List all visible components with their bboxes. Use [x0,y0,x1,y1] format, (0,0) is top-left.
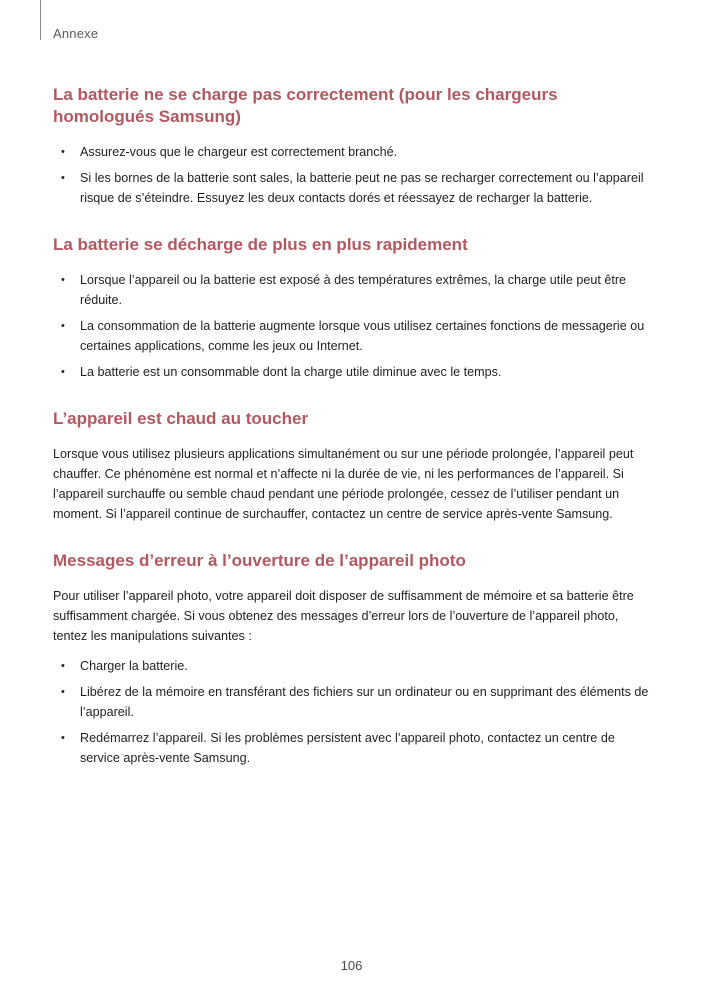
list-item [53,316,653,356]
section-battery-not-charging [53,84,653,208]
bullet-icon: • [61,320,65,332]
bullet-icon: • [61,146,65,158]
page-content [53,84,653,774]
list-item-text: Lorsque l’appareil ou la batterie est exposé à des températures extrêmes, la charge utile peut être réduite. [80,273,627,307]
section-paragraph: Lorsque vous utilisez plusieurs applications simultanément ou sur une période prolongée, l’appareil peut chauffer. Ce phénomène est normal et n’affecte ni la durée de vie, ni les performances de l’appareil. Si l’appareil surchauffe ou semble chaud pendant une période prolongée, cessez de l’utiliser pendant un moment. Si l’appareil continue de surchauffer, contactez un centre de service après-vente Samsung. [53,447,634,521]
chapter-label: Annexe [53,26,99,41]
section-paragraph: Pour utiliser l’appareil photo, votre appareil doit disposer de suffisamment de mémoire et sa batterie être suffisamment chargée. Si vous obtenez des messages d’erreur lors de l’ouverture de l’appareil photo, tentez les manipulations suivantes : [53,589,634,643]
list-item-text: Si les bornes de la batterie sont sales, la batterie peut ne pas se recharger correctement ou l’appareil risque de s’éteindre. Essuyez les deux contacts dorés et réessayez de recharger la batterie. [80,171,644,205]
list-item-text: Libérez de la mémoire en transférant des fichiers sur un ordinateur ou en supprimant des éléments de l’appareil. [80,685,649,719]
header-divider-line [40,0,41,40]
list-item [53,682,653,722]
list-item-text: Charger la batterie. [80,659,188,673]
list-item-text: Assurez-vous que le chargeur est correctement branché. [80,145,398,159]
bullet-icon: • [61,686,65,698]
bullet-list [53,142,653,208]
section-device-hot [53,408,653,524]
list-item-text: La batterie est un consommable dont la charge utile diminue avec le temps. [80,365,502,379]
bullet-icon: • [61,732,65,744]
bullet-icon: • [61,660,65,672]
bullet-icon: • [61,366,65,378]
list-item-text: La consommation de la batterie augmente lorsque vous utilisez certaines fonctions de messagerie ou certaines applications, comme les jeux ou Internet. [80,319,645,353]
page-number: 106 [340,958,363,973]
bullet-list [53,270,653,382]
section-title: La batterie ne se charge pas correctement (pour les chargeurs homologués Samsung) [53,85,558,126]
section-title: Messages d’erreur à l’ouverture de l’appareil photo [53,551,466,570]
bullet-icon: • [61,172,65,184]
section-title: L’appareil est chaud au toucher [53,409,309,428]
list-item [53,168,653,208]
list-item [53,728,653,768]
list-item [53,656,653,676]
list-item [53,142,653,162]
list-item [53,362,653,382]
list-item [53,270,653,310]
list-item-text: Redémarrez l’appareil. Si les problèmes persistent avec l’appareil photo, contactez un centre de service après-vente Samsung. [80,731,615,765]
bullet-icon: • [61,274,65,286]
section-battery-drains-faster [53,234,653,382]
section-title: La batterie se décharge de plus en plus rapidement [53,235,468,254]
section-camera-errors [53,550,653,768]
bullet-list [53,656,653,768]
